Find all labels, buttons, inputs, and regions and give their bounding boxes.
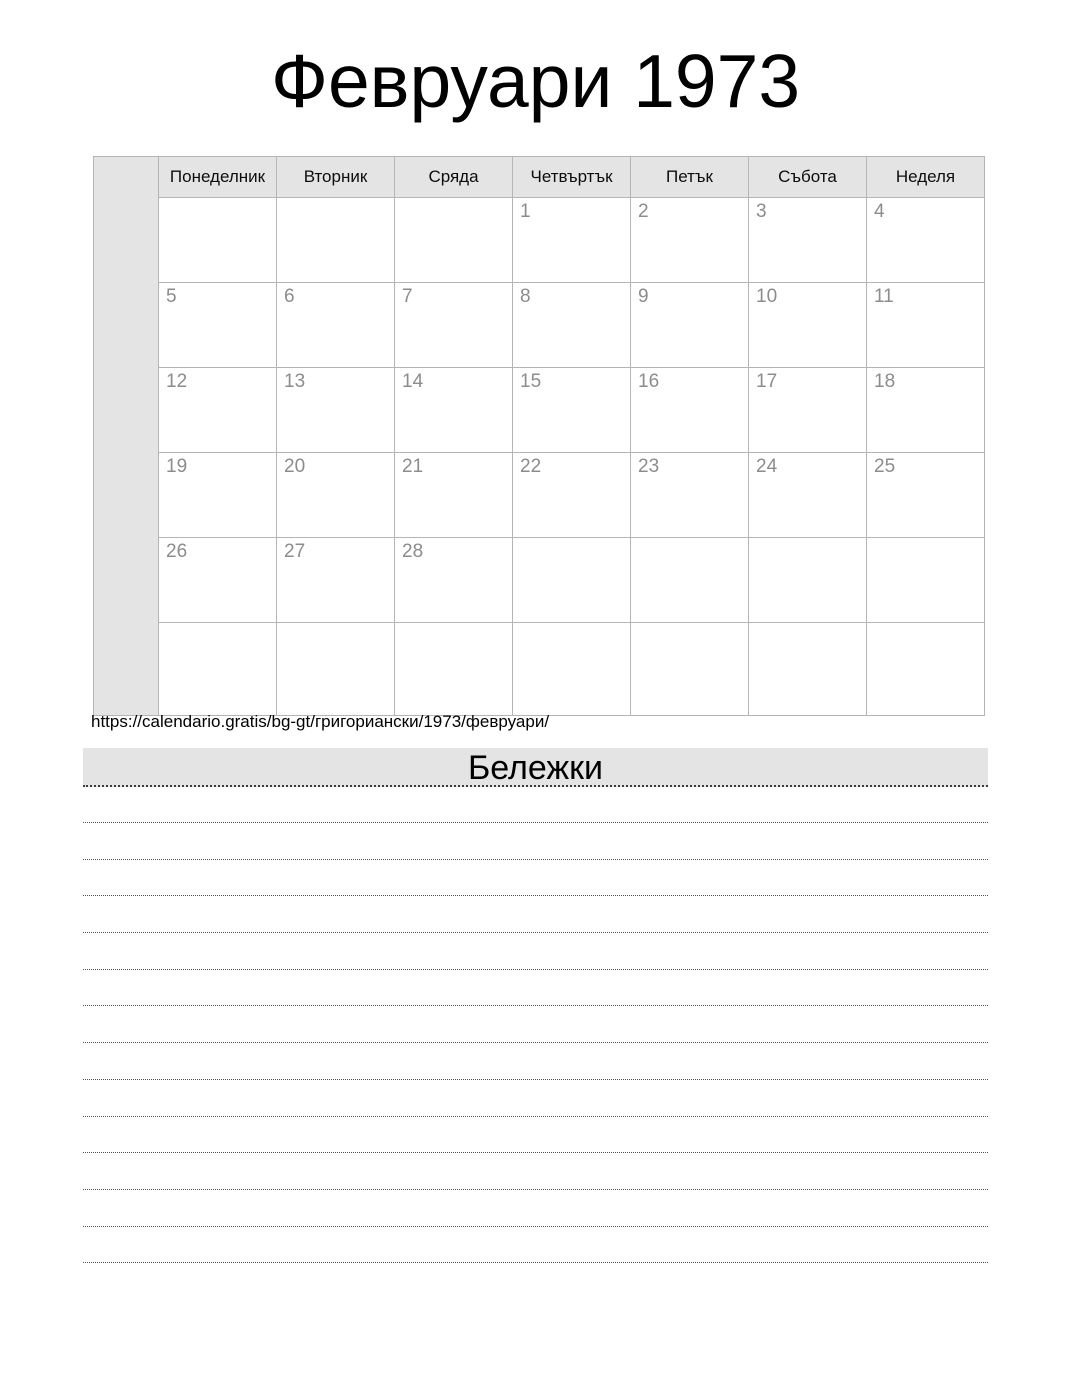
day-cell xyxy=(867,198,985,283)
date-number: 8 xyxy=(520,286,531,307)
date-number: 25 xyxy=(874,456,896,477)
calendar-week-row xyxy=(94,368,985,453)
date-number xyxy=(631,538,748,541)
day-cell xyxy=(867,368,985,453)
day-cell xyxy=(749,198,867,283)
date-number: 12 xyxy=(166,371,188,392)
note-line xyxy=(83,1044,988,1080)
day-cell xyxy=(277,198,395,283)
day-cell xyxy=(631,623,749,716)
day-cell xyxy=(749,623,867,716)
day-cell xyxy=(277,368,395,453)
date-number: 14 xyxy=(402,371,424,392)
day-cell xyxy=(159,623,277,716)
day-cell xyxy=(277,453,395,538)
day-cell xyxy=(395,283,513,368)
notes-lines xyxy=(83,787,988,1264)
note-line xyxy=(83,1154,988,1190)
date-number: 20 xyxy=(284,456,306,477)
note-line xyxy=(83,1081,988,1117)
day-cell xyxy=(867,453,985,538)
date-number: 15 xyxy=(520,371,542,392)
day-cell xyxy=(867,623,985,716)
date-number: 10 xyxy=(756,286,778,307)
day-cell xyxy=(631,198,749,283)
date-number xyxy=(277,623,394,626)
day-cell xyxy=(513,453,631,538)
date-number: 3 xyxy=(756,201,767,222)
date-number: 26 xyxy=(166,541,188,562)
date-number: 24 xyxy=(756,456,778,477)
date-number xyxy=(159,623,276,626)
date-number xyxy=(749,623,866,626)
day-cell xyxy=(631,368,749,453)
day-cell xyxy=(513,198,631,283)
date-number xyxy=(513,538,630,541)
calendar-week-row xyxy=(94,453,985,538)
date-number xyxy=(867,623,984,626)
day-cell xyxy=(159,453,277,538)
date-number xyxy=(159,198,276,201)
date-number: 27 xyxy=(284,541,306,562)
note-line xyxy=(83,1227,988,1263)
date-number: 1 xyxy=(520,201,531,222)
day-header-monday: Понеделник xyxy=(159,157,277,198)
day-cell xyxy=(513,538,631,623)
notes-header xyxy=(83,748,988,787)
calendar-week-row xyxy=(94,538,985,623)
day-cell xyxy=(513,623,631,716)
day-cell xyxy=(159,538,277,623)
day-header-tuesday: Вторник xyxy=(277,157,395,198)
date-number: 2 xyxy=(638,201,649,222)
day-header-thursday: Четвъртък xyxy=(513,157,631,198)
date-number: 9 xyxy=(638,286,649,307)
day-cell xyxy=(395,538,513,623)
day-cell xyxy=(277,538,395,623)
day-cell xyxy=(631,453,749,538)
date-number: 4 xyxy=(874,201,885,222)
note-line xyxy=(83,970,988,1006)
calendar-week-row xyxy=(94,623,985,716)
calendar-table xyxy=(93,156,985,716)
date-number xyxy=(867,538,984,541)
date-number: 17 xyxy=(756,371,778,392)
note-line xyxy=(83,934,988,970)
calendar-header-row xyxy=(94,157,985,198)
date-number: 13 xyxy=(284,371,306,392)
day-cell xyxy=(749,453,867,538)
page-title: Февруари 1973 xyxy=(270,39,801,123)
date-number: 7 xyxy=(402,286,413,307)
day-cell xyxy=(749,538,867,623)
date-number: 16 xyxy=(638,371,660,392)
date-number: 11 xyxy=(874,286,894,307)
day-cell xyxy=(513,368,631,453)
date-number: 18 xyxy=(874,371,896,392)
calendar-left-spacer xyxy=(94,157,159,716)
day-cell xyxy=(395,623,513,716)
date-number xyxy=(631,623,748,626)
day-cell xyxy=(513,283,631,368)
day-header-sunday: Неделя xyxy=(867,157,985,198)
date-number xyxy=(277,198,394,201)
day-cell xyxy=(159,368,277,453)
notes-title: Бележки xyxy=(467,749,604,787)
date-number: 23 xyxy=(638,456,660,477)
date-number: 22 xyxy=(520,456,542,477)
day-cell xyxy=(749,368,867,453)
calendar-week-row xyxy=(94,283,985,368)
day-header-wednesday: Сряда xyxy=(395,157,513,198)
date-number: 6 xyxy=(284,286,295,307)
date-number xyxy=(749,538,866,541)
day-cell xyxy=(159,283,277,368)
date-number: 5 xyxy=(166,286,177,307)
source-url: https://calendario.gratis/bg-gt/григориански/1973/февруари/ xyxy=(91,712,550,731)
note-line xyxy=(83,897,988,933)
note-line xyxy=(83,1007,988,1043)
date-number xyxy=(395,198,512,201)
note-line xyxy=(83,860,988,896)
date-number: 28 xyxy=(402,541,424,562)
day-cell xyxy=(277,283,395,368)
day-header-saturday: Събота xyxy=(749,157,867,198)
day-cell xyxy=(395,368,513,453)
date-number: 19 xyxy=(166,456,188,477)
date-number: 21 xyxy=(402,456,424,477)
date-number xyxy=(513,623,630,626)
note-line xyxy=(83,1117,988,1153)
note-line xyxy=(83,1191,988,1227)
day-cell xyxy=(631,538,749,623)
note-line xyxy=(83,824,988,860)
day-cell xyxy=(395,198,513,283)
day-cell xyxy=(395,453,513,538)
note-line xyxy=(83,787,988,823)
day-cell xyxy=(631,283,749,368)
day-cell xyxy=(867,538,985,623)
day-cell xyxy=(277,623,395,716)
calendar-week-row xyxy=(94,198,985,283)
day-cell xyxy=(159,198,277,283)
day-cell xyxy=(867,283,985,368)
date-number xyxy=(395,623,512,626)
day-header-friday: Петък xyxy=(631,157,749,198)
day-cell xyxy=(749,283,867,368)
